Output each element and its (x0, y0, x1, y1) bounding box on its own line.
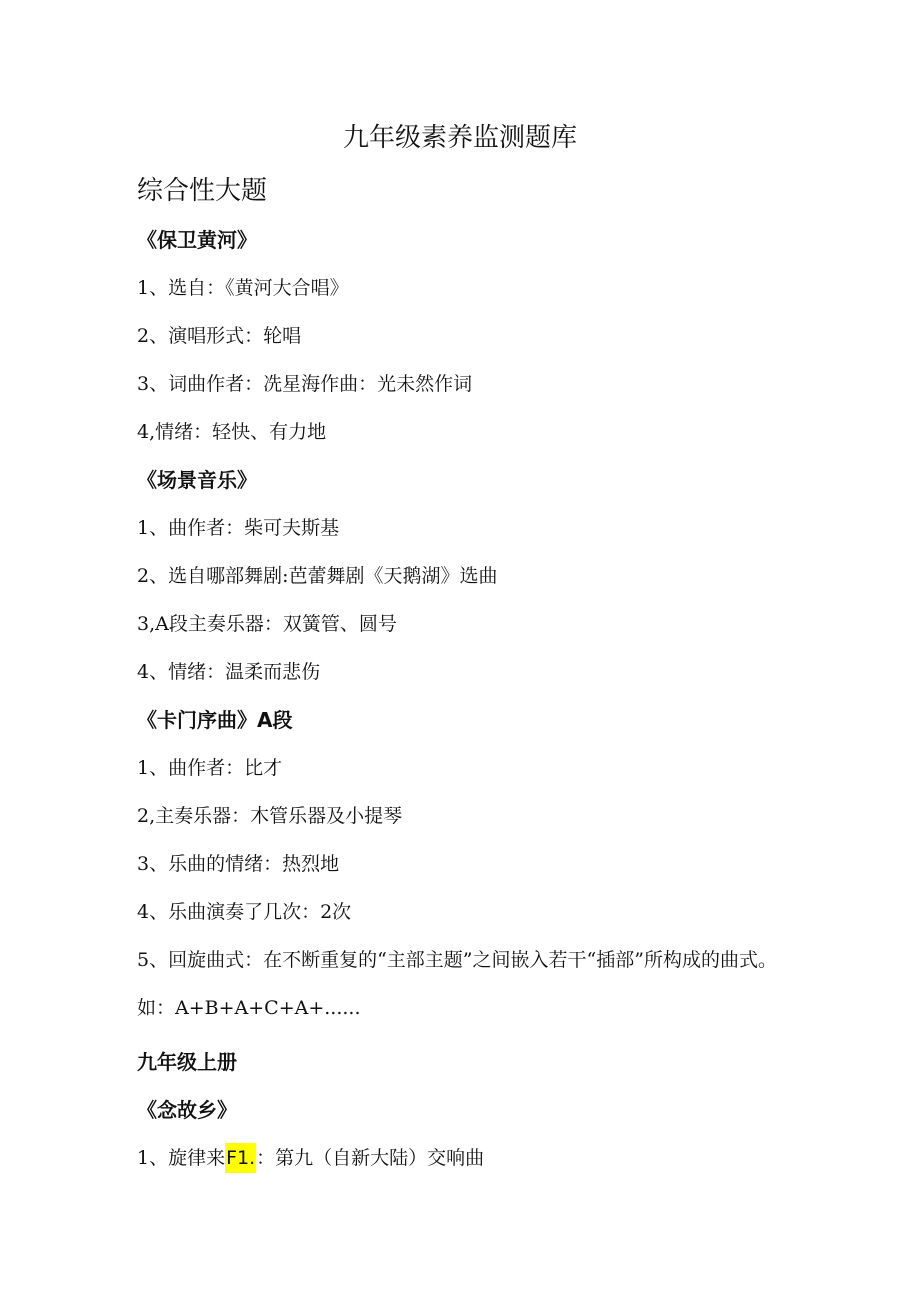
list-item: 2,主奏乐器：木管乐器及小提琴 (137, 805, 403, 827)
list-item: 1、曲作者：柴可夫斯基 (137, 517, 340, 539)
list-item: 3、乐曲的情绪：热烈地 (137, 853, 340, 875)
list-item: 5、回旋曲式：在不断重复的“主部主题”之间嵌入若干“插部”所构成的曲式。如：A+B+A+C+A+...... (137, 949, 777, 1019)
document-title: 九年级素养监测题库 (342, 123, 577, 153)
list-item: 4、情绪：温柔而悲伤 (137, 661, 321, 683)
piece-heading: 《保卫黄河》 (137, 228, 257, 252)
piece-heading: 《卡门序曲》A段 (137, 708, 293, 732)
list-item: 3,A段主奏乐器：双簧管、圆号 (137, 613, 397, 635)
piece-heading: 《场景音乐》 (137, 468, 257, 492)
list-item (137, 1140, 787, 1176)
document-body (137, 222, 787, 1188)
list-item: 2、选自哪部舞剧:芭蕾舞剧《天鹅湖》选曲 (137, 565, 498, 587)
list-item: 1、选自：《黄河大合唱》 (137, 277, 349, 299)
grade-heading: 九年级上册 (137, 1050, 237, 1074)
piece-heading: 《念故乡》 (137, 1098, 237, 1122)
list-item: 4、乐曲演奏了几次：2次 (137, 901, 352, 923)
item-suffix: ：第九（自新大陆）交响曲 (256, 1147, 485, 1169)
list-item: 3、词曲作者：冼星海作曲：光未然作词 (137, 373, 473, 395)
highlighted-text: F1. (225, 1143, 256, 1173)
section-title: 综合性大题 (137, 176, 268, 206)
item-prefix: 1、旋律来 (137, 1147, 226, 1169)
list-item: 2、演唱形式：轮唱 (137, 325, 302, 347)
list-item: 1、曲作者：比才 (137, 757, 283, 779)
list-item: 4,情绪：轻快、有力地 (137, 421, 327, 443)
